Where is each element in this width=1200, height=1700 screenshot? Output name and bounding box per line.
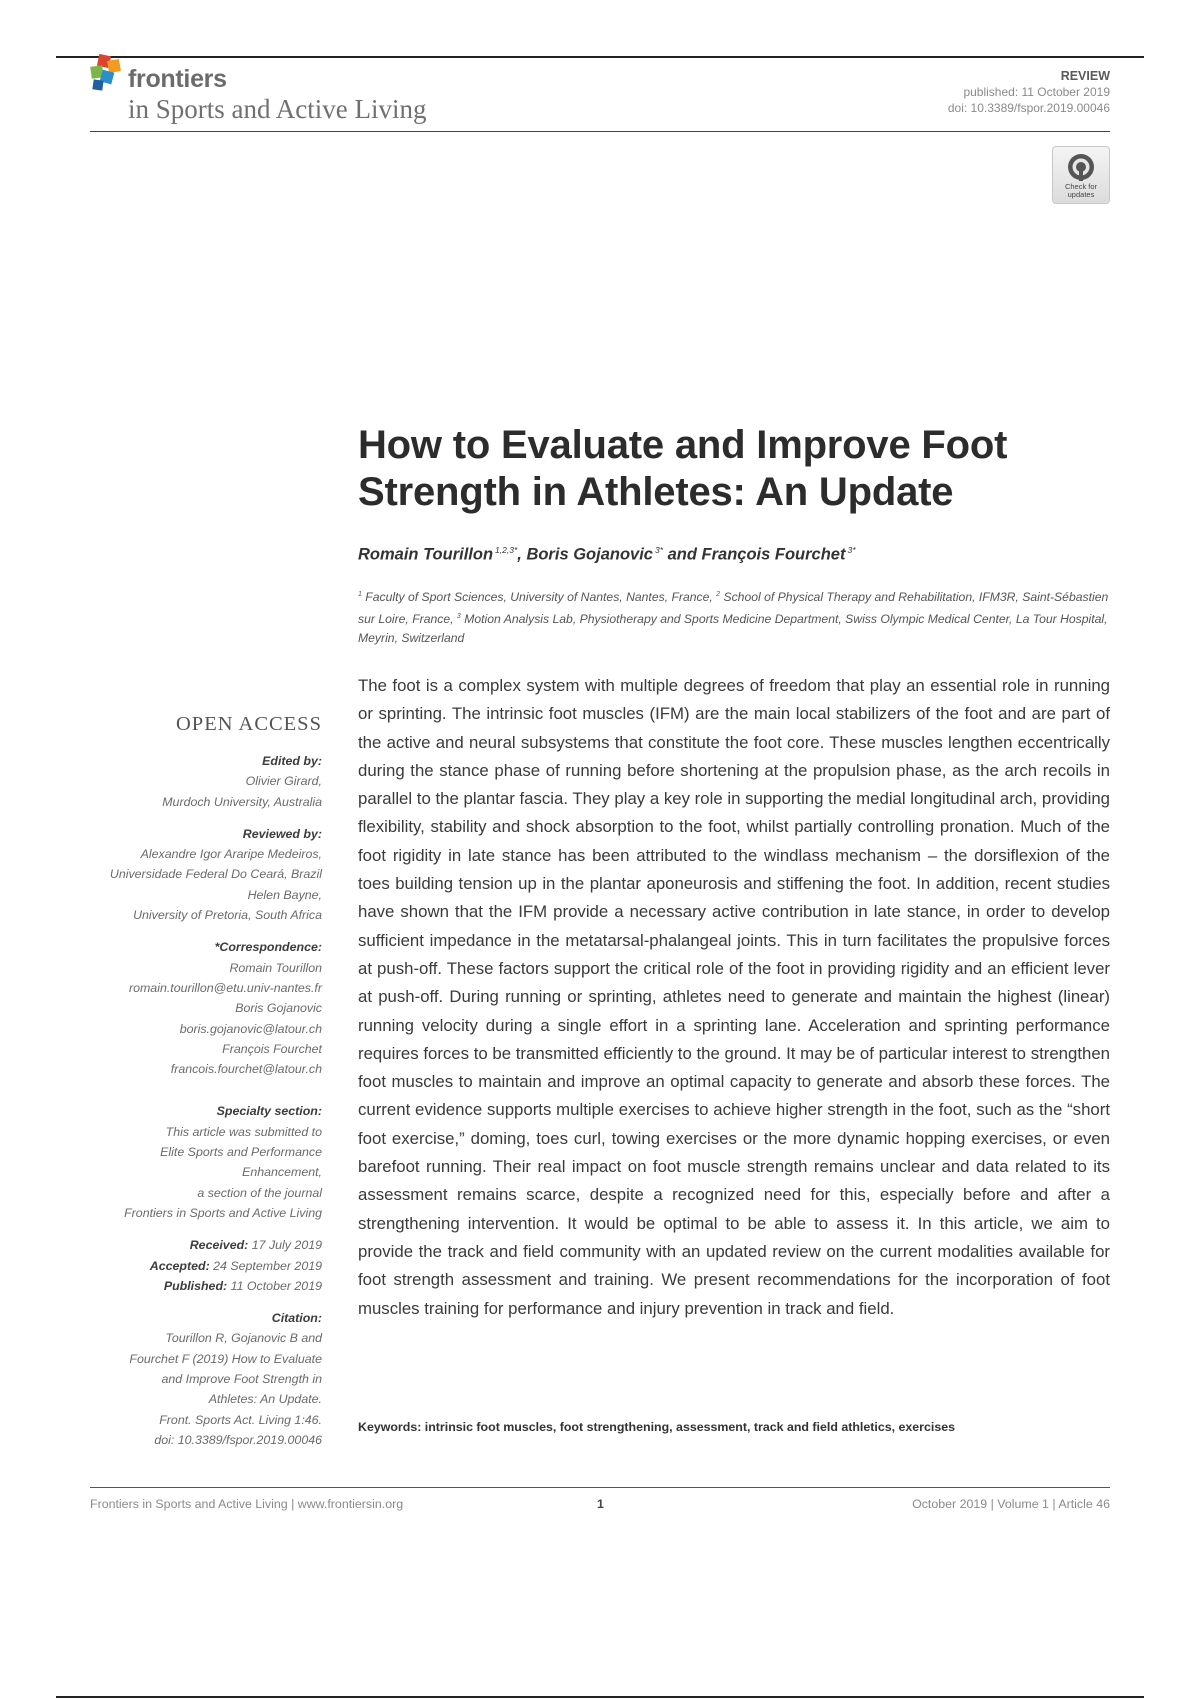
citation-line: and Improve Foot Strength in — [161, 1372, 322, 1387]
check-for-updates-button[interactable] — [1052, 146, 1110, 204]
affiliation-text: Motion Analysis Lab, Physiotherapy and Sports Medicine Department, Swiss Olympic Medical Center, La Tour Hospital, Meyrin, Switzerland — [358, 612, 1108, 646]
specialty-heading: Specialty section: — [216, 1104, 322, 1119]
keywords: Keywords: intrinsic foot muscles, foot strengthening, assessment, track and field athletics, exercises — [358, 1420, 955, 1434]
received-date — [70, 1235, 322, 1255]
affiliation-text: Faculty of Sport Sciences, University of Nantes, Nantes, France, — [361, 590, 717, 605]
reviewer-line: Universidade Federal Do Ceará, Brazil — [109, 867, 322, 882]
author-name[interactable]: François Fourchet — [701, 545, 846, 564]
reviewed-by-block — [70, 824, 322, 925]
correspondence-heading: *Correspondence: — [214, 940, 322, 955]
article-title — [358, 422, 1118, 516]
author-affiliation-marker: 3* — [847, 545, 856, 555]
article-doi[interactable]: doi: 10.3389/fspor.2019.00046 — [947, 101, 1110, 115]
journal-logo[interactable] — [88, 52, 518, 124]
accepted-value: 24 September 2019 — [209, 1258, 322, 1273]
article-type: REVIEW — [1060, 69, 1110, 83]
correspondent-email-link[interactable]: francois.fourchet@latour.ch — [170, 1062, 322, 1077]
frontiers-logo-icon — [88, 52, 128, 96]
citation-line: Fourchet F (2019) How to Evaluate — [129, 1351, 322, 1366]
citation-block — [70, 1308, 322, 1450]
published-label: Published: — [163, 1278, 228, 1293]
citation-line: Athletes: An Update. — [208, 1392, 322, 1407]
accepted-date — [70, 1256, 322, 1276]
correspondent-name: Boris Gojanovic — [235, 1001, 322, 1016]
edited-by-heading: Edited by: — [262, 754, 322, 768]
author-separator: and — [663, 545, 702, 564]
footer-journal-link[interactable]: Frontiers in Sports and Active Living | www.frontiersin.org — [90, 1497, 404, 1511]
footer-rule — [90, 1487, 1110, 1488]
correspondence-block — [70, 937, 322, 1079]
correspondent-email-link[interactable]: romain.tourillon@etu.univ-nantes.fr — [128, 980, 322, 995]
page-number: 1 — [597, 1497, 604, 1511]
editor-line[interactable]: Olivier Girard, — [245, 774, 322, 789]
specialty-line: This article was submitted to — [165, 1124, 322, 1139]
published-date: published: 11 October 2019 — [963, 85, 1110, 99]
specialty-line: Elite Sports and Performance — [160, 1145, 322, 1160]
received-value: 17 July 2019 — [248, 1238, 322, 1253]
published-value: 11 October 2019 — [227, 1278, 322, 1293]
author-name[interactable]: Romain Tourillon — [358, 545, 494, 564]
editor-line: Murdoch University, Australia — [162, 794, 322, 809]
article-meta — [948, 68, 1110, 116]
correspondent-email-link[interactable]: boris.gojanovic@latour.ch — [179, 1021, 322, 1036]
author-affiliation-marker: 1,2,3* — [495, 545, 518, 555]
author-separator: , — [517, 545, 527, 564]
affiliations — [358, 585, 1118, 648]
title-line-1: How to Evaluate and Improve Foot — [358, 423, 1008, 467]
journal-subtitle: in Sports and Active Living — [128, 94, 427, 124]
specialty-line: Enhancement, — [242, 1165, 322, 1180]
reviewed-by-heading: Reviewed by: — [242, 826, 322, 841]
affiliation-number: 2 — [716, 591, 721, 598]
open-access-label: OPEN ACCESS — [175, 713, 322, 735]
published-date-sidebar — [70, 1276, 322, 1296]
author-name[interactable]: Boris Gojanovic — [526, 545, 653, 564]
specialty-section-block — [70, 1101, 322, 1223]
journal-name: frontiers — [128, 65, 227, 93]
affiliation-text: School of Physical Therapy and Rehabilitation, IFM3R, Saint-Sébastien sur Loire, France, — [358, 590, 1109, 627]
affiliation-number: 3 — [456, 613, 461, 621]
reviewer-line: University of Pretoria, South Africa — [133, 908, 322, 923]
edited-by-block — [70, 751, 322, 812]
affiliation-number: 1 — [358, 591, 362, 598]
received-label: Received: — [189, 1238, 249, 1253]
article-sidebar — [70, 712, 322, 1462]
abstract-text: The foot is a complex system with multiple degrees of freedom that play an essential role in running or sprinting. The intrinsic foot muscles (IFM) are the main local stabilizers of the foot and are part of the active and neural subsystems that constitute the foot core. These muscles lengthen eccentrically during the stance phase of running before shortening at the propulsion phase, as the arch recoils in parallel to the plantar fascia. They play a key role in supporting the medial longitudinal arch, providing flexibility, stability and shock absorption to the foot, whilst partially controlling pronation. Much of the foot rigidity in late stance has been attributed to the windlass mechanism – the dorsiflexion of the toes building tension up in the plantar aponeurosis and stiffening the foot. In addition, recent studies have shown that the IFM provide a necessary active contribution in late stance, in order to develop sufficient impedance in the metatarsal-phalangeal joints. This in turn facilitates the propulsive forces at push-off. These factors support the critical role of the foot in providing rigidity and an efficient lever at push-off. During running or sprinting, athletes need to generate and maintain the highest (linear) running velocity during a single effort in a sprinting lane. Acceleration and sprinting performance requires forces to be transmitted efficiently to the ground. It may be of particular interest to strengthen foot muscles to maintain and improve an optimal capacity to generate and absorb these forces. The current evidence supports multiple exercises to achieve higher strength in the foot, such as the “short foot exercise,” doming, toes curl, towing exercises or the more dynamic hopping exercises, or even barefoot running. Their real impact on foot muscle strength remains unclear and data related to its assessment remains scarce, despite a recognized need for this, especially before and after a strengthening intervention. It would be optimal to be able to assess it. In this article, we aim to provide the track and field community with an updated review on the current modalities available for foot strength assessment and training. We present recommendations for the incorporation of foot muscles training for performance and injury prevention in track and field. — [358, 676, 1110, 1318]
reviewer-line[interactable]: Alexandre Igor Araripe Medeiros, — [140, 847, 322, 862]
title-line-2: Strength in Athletes: An Update — [358, 470, 954, 514]
citation-heading: Citation: — [271, 1311, 322, 1326]
specialty-line: Frontiers in Sports and Active Living — [124, 1205, 322, 1220]
accepted-label: Accepted: — [149, 1258, 210, 1273]
dates-block — [70, 1235, 322, 1296]
correspondent-name: François Fourchet — [222, 1041, 322, 1056]
specialty-line: a section of the journal — [197, 1185, 322, 1200]
bottom-rule — [56, 1696, 1144, 1698]
header-rule — [90, 131, 1110, 132]
footer-issue-info: October 2019 | Volume 1 | Article 46 — [912, 1497, 1110, 1511]
author-affiliation-marker: 3* — [654, 545, 664, 555]
update-check-icon — [1066, 152, 1096, 182]
correspondent-name: Romain Tourillon — [229, 960, 322, 975]
citation-line: Front. Sports Act. Living 1:46. — [159, 1412, 322, 1427]
check-updates-label: Check for updates — [1064, 182, 1098, 199]
citation-doi-link[interactable]: doi: 10.3389/fspor.2019.00046 — [154, 1432, 322, 1447]
author-list — [358, 545, 856, 565]
reviewer-line[interactable]: Helen Bayne, — [247, 887, 322, 902]
citation-line: Tourillon R, Gojanovic B and — [165, 1331, 322, 1346]
